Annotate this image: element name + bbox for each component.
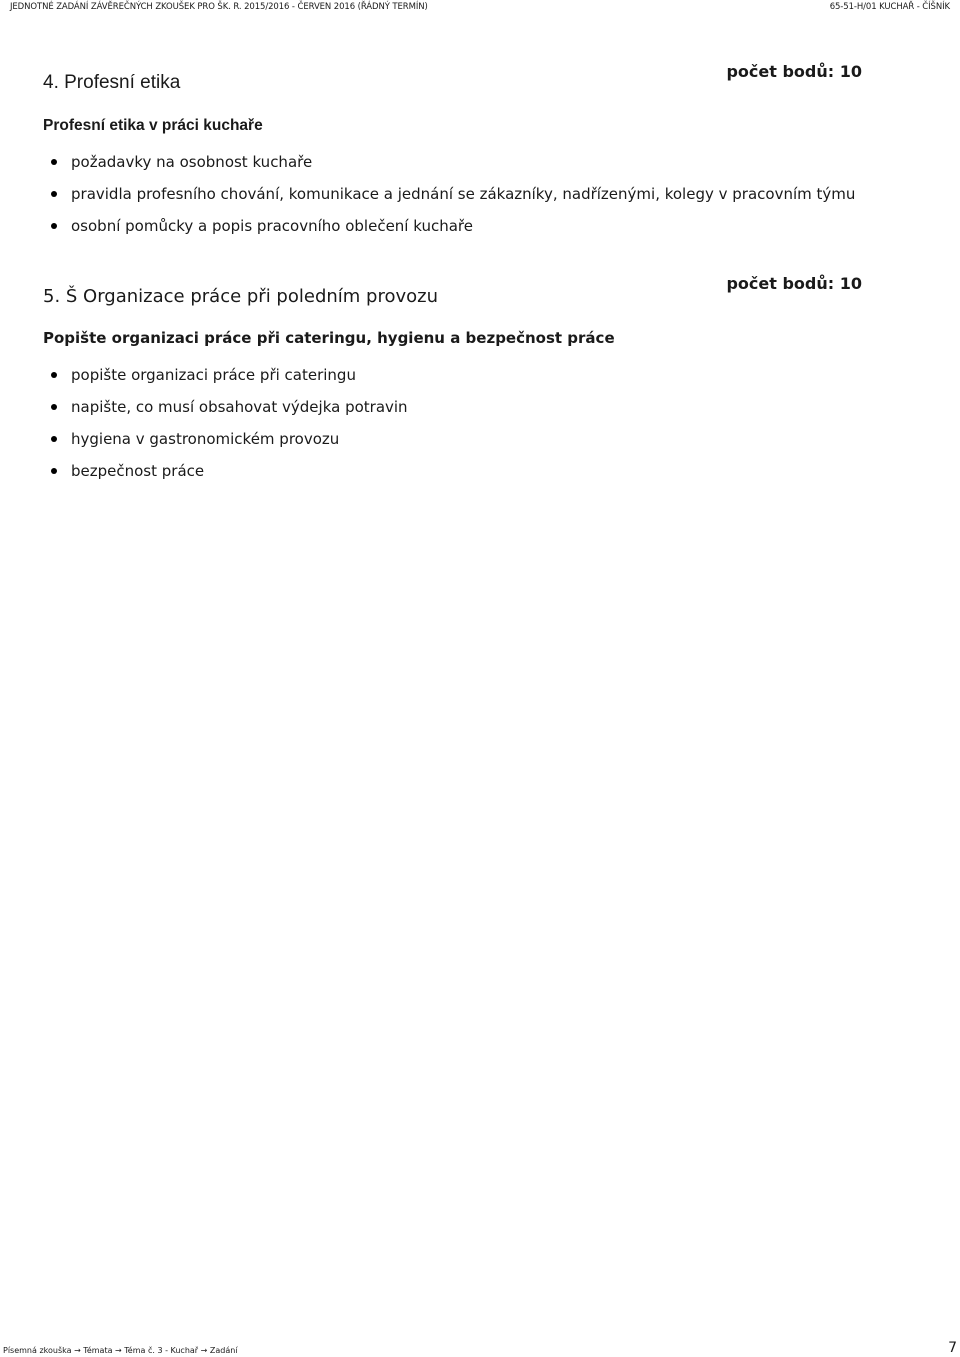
list-item-text: hygiena v gastronomickém provozu (71, 430, 340, 448)
bullet-icon (51, 159, 57, 165)
list-item-text: bezpečnost práce (71, 462, 205, 480)
bullet-icon (51, 191, 57, 197)
bullet-icon (51, 404, 57, 410)
section-5-subtitle: Popište organizaci práce při cateringu, hygienu a bezpečnost práce (43, 329, 615, 347)
page-number: 7 (948, 1340, 957, 1356)
bullet-icon (51, 436, 57, 442)
page-header-left: JEDNOTNÉ ZADÁNÍ ZÁVĚREČNÝCH ZKOUŠEK PRO ŠK. R. 2015/2016 - ČERVEN 2016 (ŘÁDNÝ TERMÍN) (10, 2, 428, 12)
page-header-right: 65-51-H/01 KUCHAŘ - ČÍŠNÍK (829, 2, 950, 12)
list-item (43, 210, 855, 242)
list-item (43, 455, 408, 487)
section-5-list (43, 359, 408, 487)
bullet-icon (51, 468, 57, 474)
list-item (43, 391, 408, 423)
list-item (43, 359, 408, 391)
section-5-title: 5. Š Organizace práce při poledním provozu (43, 286, 438, 307)
list-item (43, 146, 855, 178)
bullet-icon (51, 223, 57, 229)
section-5-points: počet bodů: 10 (726, 274, 862, 293)
list-item (43, 423, 408, 455)
section-4-title: 4. Profesní etika (43, 72, 181, 93)
section-4-subtitle: Profesní etika v práci kuchaře (43, 117, 263, 134)
bullet-icon (51, 372, 57, 378)
list-item (43, 178, 855, 210)
section-4-points: počet bodů: 10 (726, 62, 862, 81)
list-item-text: osobní pomůcky a popis pracovního oblečení kuchaře (71, 217, 473, 235)
list-item-text: popište organizaci práce při cateringu (71, 366, 356, 384)
section-4-list (43, 146, 855, 242)
list-item-text: napište, co musí obsahovat výdejka potravin (71, 398, 408, 416)
list-item-text: pravidla profesního chování, komunikace a jednání se zákazníky, nadřízenými, kolegy v pracovním týmu (71, 185, 856, 203)
list-item-text: požadavky na osobnost kuchaře (71, 153, 313, 171)
footer-breadcrumb: Písemná zkouška → Témata → Téma č. 3 - Kuchař → Zadání (3, 1346, 238, 1355)
